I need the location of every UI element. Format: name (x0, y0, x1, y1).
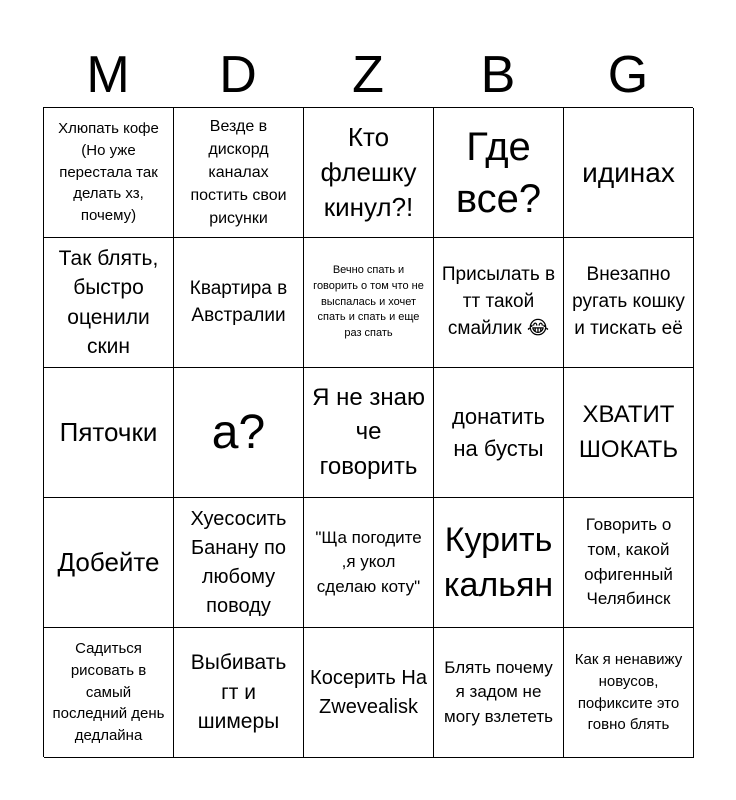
bingo-cell[interactable] (564, 368, 694, 498)
cell-text: Блять почему я задом не могу взлететь (444, 657, 553, 726)
cell-text: Садиться рисовать в самый последний день дедлайна (52, 640, 165, 745)
bingo-cell[interactable] (304, 108, 434, 238)
cell-text: идинах (582, 156, 675, 188)
bingo-cell[interactable] (304, 368, 434, 498)
bingo-cell[interactable] (174, 628, 304, 758)
bingo-cell[interactable] (44, 498, 174, 628)
bingo-cell[interactable] (174, 108, 304, 238)
bingo-cell[interactable] (174, 498, 304, 628)
header-letter-g: G (607, 46, 649, 104)
bingo-cell[interactable] (304, 238, 434, 368)
bingo-cell[interactable] (434, 238, 564, 368)
bingo-cell[interactable] (434, 368, 564, 498)
cell-text: Как я ненавижу новусов, пофиксите это говно блять (574, 651, 683, 734)
cell-text: ХВАТИТ ШОКАТЬ (578, 401, 679, 463)
bingo-cell[interactable] (174, 368, 304, 498)
cell-text: Выбивать гт и шимеры (190, 651, 287, 734)
bingo-cell[interactable] (434, 498, 564, 628)
bingo-cell[interactable] (44, 238, 174, 368)
bingo-cell[interactable] (44, 108, 174, 238)
bingo-grid (43, 107, 693, 757)
cell-text: Добейте (57, 546, 160, 577)
header-letter-m: M (86, 46, 130, 104)
cell-text: Пяточки (59, 416, 158, 447)
header-letter-d: D (219, 46, 257, 104)
cell-text: Вечно спать и говорить о том что не выспалась и хочет спать и спать и еще раз спать (313, 263, 424, 340)
bingo-cell[interactable] (304, 498, 434, 628)
bingo-cell[interactable] (564, 498, 694, 628)
cell-text: Косерить На Zwevealisk (310, 666, 427, 718)
cell-text: Так блять, быстро оценили скин (58, 246, 159, 358)
cell-text: Кто флешку кинул?! (320, 121, 417, 223)
bingo-cell[interactable] (174, 238, 304, 368)
cell-text: Где все? (455, 124, 542, 221)
bingo-cell[interactable] (44, 368, 174, 498)
cell-text: "Ща погодите ,я укол сделаю коту" (315, 527, 422, 596)
cell-text: Квартира в Австралии (189, 277, 288, 326)
bingo-cell[interactable] (44, 628, 174, 758)
bingo-cell[interactable] (564, 108, 694, 238)
bingo-cell[interactable] (564, 628, 694, 758)
cell-text: донатить на бусты (452, 403, 545, 461)
cell-text: Я не знаю че говорить (312, 384, 425, 480)
cell-text: Хуесосить Банану по любому поводу (190, 507, 287, 617)
bingo-cell[interactable] (434, 108, 564, 238)
bingo-cell[interactable] (434, 628, 564, 758)
header-letter-z: Z (352, 46, 384, 104)
cell-text: а? (211, 405, 266, 459)
cell-text: Присылать в тт такой смайлик 😂 (441, 264, 556, 339)
cell-text: Везде в дискорд каналах постить свои рисунки (190, 117, 287, 228)
header-letter-b: B (480, 46, 516, 104)
bingo-cell[interactable] (304, 628, 434, 758)
cell-text: Курить кальян (443, 521, 554, 604)
cell-text: Внезапно ругать кошку и тискать её (572, 264, 685, 339)
bingo-cell[interactable] (564, 238, 694, 368)
bingo-header (43, 42, 693, 108)
cell-text: Говорить о том, какой офигенный Челябинск (584, 515, 673, 609)
cell-text: Хлюпать кофе (Но уже перестала так делать хз, почему) (58, 120, 159, 225)
